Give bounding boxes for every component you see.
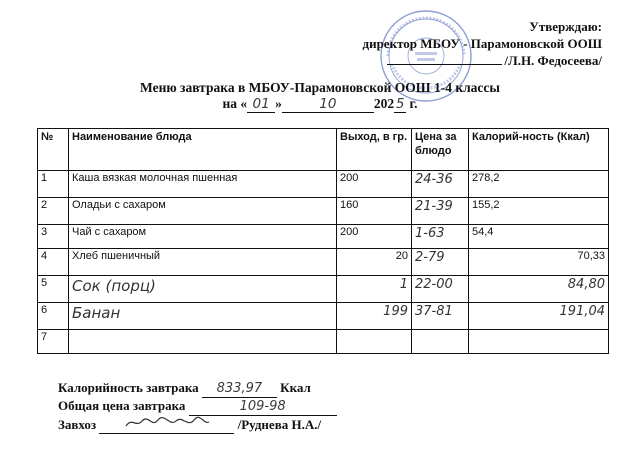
summary-block [58,380,337,434]
row-num: 3 [38,225,69,249]
row-price: 2-79 [412,249,469,276]
menu-title-line: Меню завтрака в МБОУ-Парамоновской ООШ 1-4 классы [140,80,500,95]
row-name: Чай с сахаром [69,225,337,249]
price-total: 109-98 [189,399,337,416]
table-row [38,303,609,330]
approval-block [363,18,602,69]
row-yield: 200 [337,171,412,198]
table-row [38,225,609,249]
row-calories: 70,33 [469,249,609,276]
summary-price [58,398,337,416]
calories-label: Калорийность завтрака [58,380,199,395]
zavhoz-signature [99,416,234,434]
date-prefix: на « [222,96,248,111]
approval-heading: Утверждаю: [529,19,602,34]
row-price [412,330,469,354]
row-yield: 1 [337,276,412,303]
row-name: Банан [69,303,337,330]
summary-calories [58,380,337,398]
approval-signature-line [363,52,602,69]
row-name: Каша вязкая молочная пшенная [69,171,337,198]
menu-table [37,128,609,354]
header-price: Цена за блюдо [412,129,469,171]
row-price: 22-00 [412,276,469,303]
date-year-prefix: 202 [373,96,395,111]
header-num: № [38,129,69,171]
row-name: Оладьи с сахаром [69,198,337,225]
row-calories: 54,4 [469,225,609,249]
date-day: 01 [247,96,275,113]
date-mid: » [275,96,282,111]
header-name: Наименование блюда [69,129,337,171]
row-num: 6 [38,303,69,330]
row-price: 1-63 [412,225,469,249]
table-row [38,276,609,303]
menu-title [0,80,640,113]
date-month: 10 [282,96,374,113]
row-price: 37-81 [412,303,469,330]
summary-zavhoz [58,416,337,434]
signature-blank [387,52,502,65]
row-name: Сок (порц) [69,276,337,303]
row-num: 2 [38,198,69,225]
row-calories [469,330,609,354]
table-row [38,198,609,225]
table-header-row [38,129,609,171]
table-row [38,171,609,198]
calories-unit: Ккал [280,380,311,395]
row-calories: 278,2 [469,171,609,198]
row-num: 5 [38,276,69,303]
row-name: Хлеб пшеничный [69,249,337,276]
row-yield [337,330,412,354]
signature-scribble [122,416,212,429]
row-price: 24-36 [412,171,469,198]
header-yield: Выход, в гр. [337,129,412,171]
row-num: 4 [38,249,69,276]
approval-position: директор МБОУ - Парамоновской ООШ [362,36,602,51]
date-year-suffix: 5 [395,96,405,112]
row-yield: 199 [337,303,412,330]
row-calories: 155,2 [469,198,609,225]
row-yield: 160 [337,198,412,225]
table-row [38,330,609,354]
row-name [69,330,337,354]
row-price: 21-39 [412,198,469,225]
row-yield: 200 [337,225,412,249]
row-num: 1 [38,171,69,198]
date-suffix: г. [406,96,418,111]
row-num: 7 [38,330,69,354]
director-name: /Л.Н. Федосеева/ [504,53,602,68]
header-calories: Калорий-ность (Ккал) [469,129,609,171]
price-label: Общая цена завтрака [58,398,186,413]
row-yield: 20 [337,249,412,276]
table-row [38,249,609,276]
menu-date-line [0,96,640,113]
row-calories: 191,04 [469,303,609,330]
calories-total: 833,97 [202,381,277,398]
row-calories: 84,80 [469,276,609,303]
zavhoz-name: /Руднева Н.А./ [237,417,322,432]
zavhoz-label: Завхоз [58,417,97,432]
